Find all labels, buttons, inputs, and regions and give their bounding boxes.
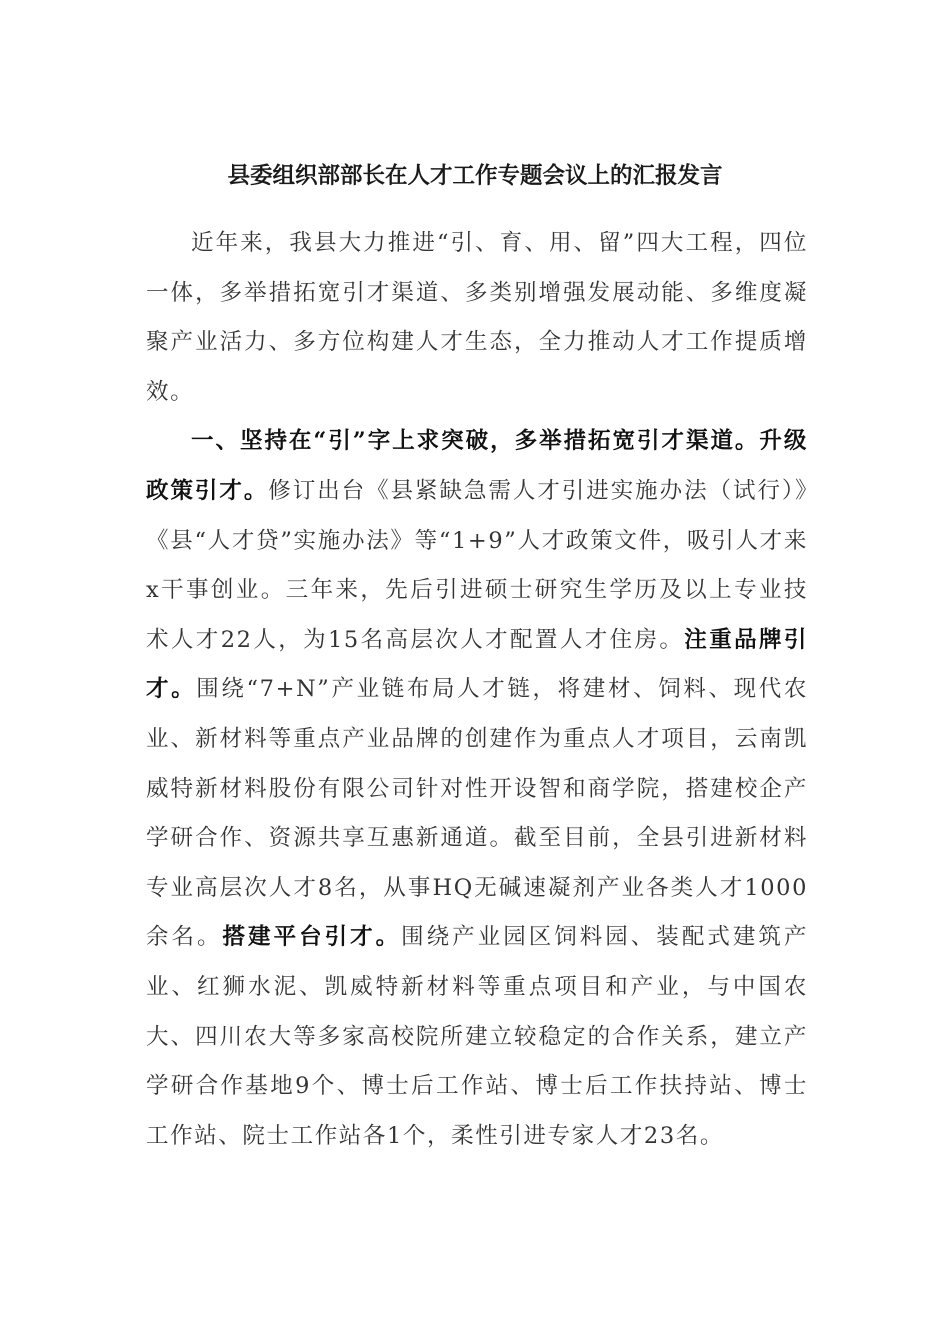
section-1-paragraph	[146, 417, 808, 1161]
item-2-text: 围绕“7+N”产业链布局人才链，将建材、饲料、现代农业、新材料等重点产业品牌的创建作为重点人才项目，云南凯威特新材料股份有限公司针对性开设智和商学院，搭建校企产学研合作、资源共享互惠新通道。截至目前，全县引进新材料专业高层次人才8名，从事HQ无碱速凝剂产业各类人才1000余名。	[146, 676, 808, 951]
item-3-text: 围绕产业园区饲料园、装配式建筑产业、红狮水泥、凯威特新材料等重点项目和产业，与中国农大、四川农大等多家高校院所建立较稳定的合作关系，建立产学研合作基地9个、博士后工作站、博士后工作扶持站、博士工作站、院士工作站各1个，柔性引进专家人才23名。	[146, 924, 808, 1149]
document-body	[146, 219, 808, 1161]
item-1-label: 升级政策引才。	[146, 428, 808, 504]
intro-paragraph: 近年来，我县大力推进“引、育、用、留”四大工程，四位一体，多举措拓宽引才渠道、多类别增强发展动能、多维度凝聚产业活力、多方位构建人才生态，全力推动人才工作提质增效。	[146, 230, 808, 405]
item-3-label: 搭建平台引才。	[222, 924, 402, 951]
document-title: 县委组织部部长在人才工作专题会议上的汇报发言	[227, 163, 723, 189]
item-2-label: 注重品牌引才。	[146, 626, 808, 703]
section-1-heading: 一、坚持在“引”字上求突破，多举措拓宽引才渠道。	[191, 428, 760, 455]
item-1-text: 修订出台《县紧缺急需人才引进实施办法（试行）》《县“人才贷”实施办法》等“1+9”人才政策文件，吸引人才来x干事创业。三年来，先后引进硕士研究生学历及以上专业技术人才22人，为15名高层次人才配置人才住房。	[146, 477, 808, 653]
